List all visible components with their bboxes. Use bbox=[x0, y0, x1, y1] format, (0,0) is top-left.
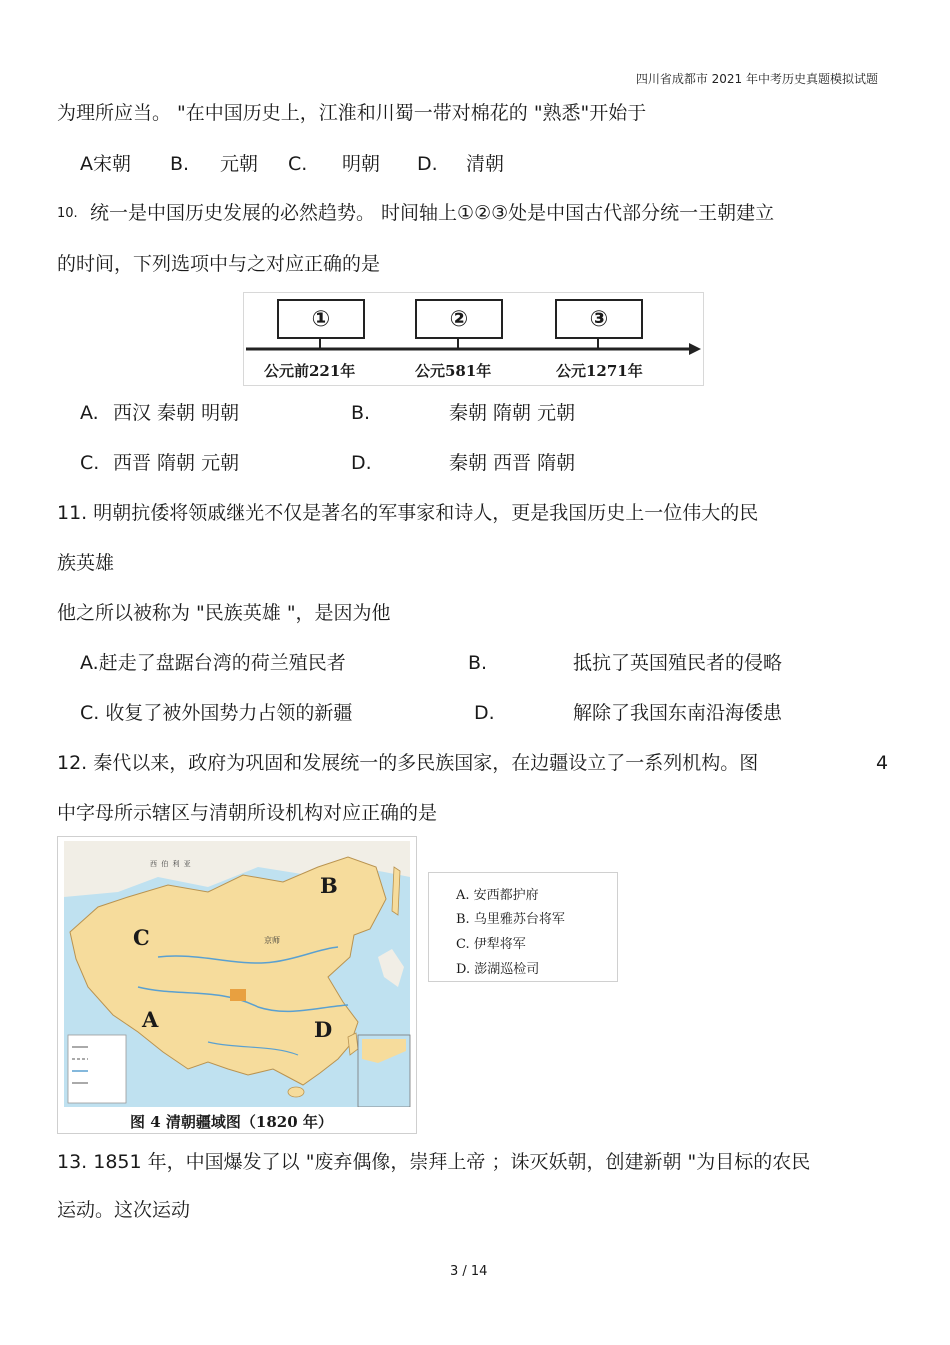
q9-option-d-letter: D. bbox=[417, 153, 438, 175]
q9-option-c-text: 明朝 bbox=[342, 153, 381, 175]
q11-option-d-text: 解除了我国东南沿海倭患 bbox=[573, 702, 783, 724]
q12-line1-figure-number: 4 bbox=[876, 752, 889, 774]
q10-option-d-text: 秦朝 西晋 隋朝 bbox=[449, 452, 576, 474]
q9-line1: 为理所应当。 "在中国历史上，江淮和川蜀一带对棉花的 "熟悉"开始于 bbox=[57, 102, 647, 124]
map-letter-a: A bbox=[142, 1007, 159, 1032]
timeline-figure bbox=[243, 292, 704, 386]
q11-option-b-letter: B. bbox=[468, 652, 488, 674]
q10-option-a-text: 西汉 秦朝 明朝 bbox=[113, 402, 240, 424]
q9-option-d-text: 清朝 bbox=[466, 153, 505, 175]
timeline-box-3: ③ bbox=[555, 299, 643, 339]
q13-line1: 13. 1851 年，中国爆发了以 "废弃偶像，崇拜上帝 ；诛灭妖朝，创建新朝 "为目标的农民 bbox=[57, 1151, 811, 1173]
map-region-label: 西 伯 利 亚 bbox=[150, 860, 192, 868]
q10-option-b-letter: B. bbox=[351, 402, 371, 424]
q10-option-a-letter: A. bbox=[80, 402, 99, 424]
timeline-label-3: 公元1271年 bbox=[556, 362, 643, 380]
page-header: 四川省成都市 2021 年中考历史真题模拟试题 bbox=[635, 72, 878, 86]
q11-line2: 族英雄 bbox=[57, 552, 115, 574]
map-option-a: A. 安西都护府 bbox=[456, 888, 539, 903]
q11-option-d-letter: D. bbox=[474, 702, 495, 724]
q10-number: 10. bbox=[57, 206, 78, 221]
map-caption: 图 4 清朝疆域图（1820 年） bbox=[130, 1113, 333, 1131]
qing-map-figure bbox=[57, 836, 417, 1134]
map-capital-label: 京师 bbox=[264, 936, 280, 945]
q10-line1: 统一是中国历史发展的必然趋势。 时间轴上①②③处是中国古代部分统一王朝建立 bbox=[90, 202, 775, 224]
q11-line3: 他之所以被称为 "民族英雄 "，是因为他 bbox=[57, 602, 391, 624]
timeline-label-2: 公元581年 bbox=[415, 362, 492, 380]
timeline-box-2: ② bbox=[415, 299, 503, 339]
q9-option-a: A宋朝 bbox=[80, 153, 131, 175]
q10-option-b-text: 秦朝 隋朝 元朝 bbox=[449, 402, 576, 424]
q12-line1: 12. 秦代以来，政府为巩固和发展统一的多民族国家，在边疆设立了一系列机构。图 bbox=[57, 752, 759, 774]
q13-line2: 运动。这次运动 bbox=[57, 1199, 191, 1221]
q10-option-c-text: 西晋 隋朝 元朝 bbox=[113, 452, 240, 474]
q9-option-c-letter: C. bbox=[288, 153, 308, 175]
q11-line1: 11. 明朝抗倭将领戚继光不仅是著名的军事家和诗人，更是我国历史上一位伟大的民 bbox=[57, 502, 759, 524]
q9-option-b-letter: B. bbox=[170, 153, 190, 175]
map-letter-c: C bbox=[133, 925, 150, 950]
qing-territory-map bbox=[58, 837, 416, 1107]
timeline-box-1: ① bbox=[277, 299, 365, 339]
map-letter-d: D bbox=[314, 1017, 333, 1042]
map-option-b: B. 乌里雅苏台将军 bbox=[456, 912, 565, 927]
q9-option-b-text: 元朝 bbox=[220, 153, 259, 175]
q11-option-a: A.赶走了盘踞台湾的荷兰殖民者 bbox=[80, 652, 346, 674]
q10-option-c-letter: C. bbox=[80, 452, 100, 474]
q10-option-d-letter: D. bbox=[351, 452, 372, 474]
timeline-label-1: 公元前221年 bbox=[264, 362, 356, 380]
q12-line2: 中字母所示辖区与清朝所设机构对应正确的是 bbox=[57, 802, 438, 824]
page-number: 3 / 14 bbox=[450, 1264, 488, 1279]
map-option-c: C. 伊犁将军 bbox=[456, 937, 526, 952]
q11-option-c: C. 收复了被外国势力占领的新疆 bbox=[80, 702, 353, 724]
map-option-d: D. 澎湖巡检司 bbox=[456, 962, 540, 977]
q11-option-b-text: 抵抗了英国殖民者的侵略 bbox=[573, 652, 783, 674]
map-letter-b: B bbox=[320, 873, 338, 898]
q10-line2: 的时间，下列选项中与之对应正确的是 bbox=[57, 253, 381, 275]
